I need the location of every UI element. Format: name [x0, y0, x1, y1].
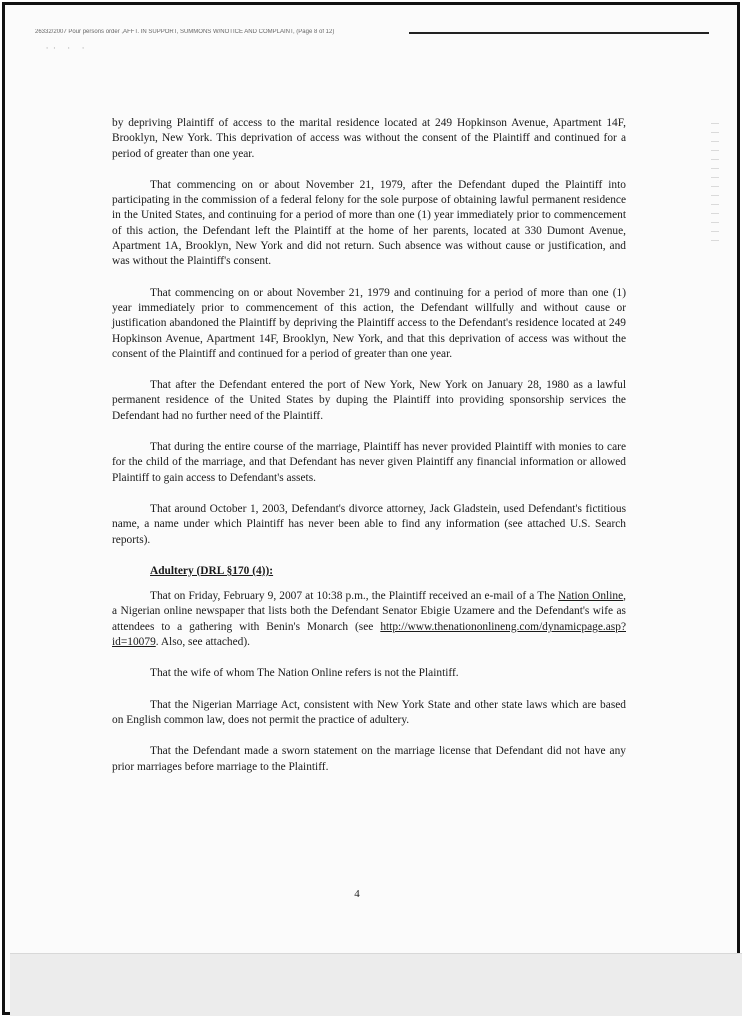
nation-online-url-link[interactable]: http://www.thenationonlineng.com/dynamicpage.asp?id=10079 — [112, 620, 626, 649]
fax-header: 26332/2007 Pour persons order ,AFFT. IN SUPPORT, SUMMONS W/NOTICE AND COMPLAINT, (Page 8 of 12) — [35, 29, 335, 35]
paragraph-port-entry: That after the Defendant entered the port of New York, New York on January 28, 1980 as a lawful permanent residence of the United States by duping the Plaintiff into providing sponsorship services the Defendant had no further need of the Plaintiff. — [112, 379, 626, 422]
paragraph-monies: That during the entire course of the marriage, Plaintiff has never provided Plaintiff with monies to care for the child of the marriage, and that Defendant has never given Plaintiff any financial information or allowed Plaintiff to gain access to Defendant's assets. — [112, 441, 626, 484]
paragraph-abandonment: That commencing on or about November 21, 1979 and continuing for a period of more than one (1) year immediately prior to commencement of this action, the Defendant willfully and without cause or justification abandoned the Plaintiff by depriving the Plaintiff access to the Defendant's residence located at 249 Hopkinson Avenue, Apartment 14F, Brooklyn, New York, and that this deprivation of access was without the consent of the Plaintiff and continued for a period of greater than one year. — [112, 286, 626, 360]
nation-online-link[interactable]: Nation Online — [558, 590, 624, 603]
section-heading-text: Adultery (DRL §170 (4)): — [150, 564, 274, 577]
email-text-part2: , a Nigerian online newspaper that lists both the Defendant Senator Ebigie Uzamere and the Defendant's wife as attendees to a gathering with Benin's Monarch (see — [112, 590, 626, 633]
paragraph-email — [112, 589, 626, 650]
scan-bottom-band — [10, 953, 742, 1016]
page-number: 4 — [354, 888, 360, 900]
scan-specks: ·· · · — [45, 45, 89, 53]
email-text-part3: . Also, see attached). — [155, 636, 251, 649]
paragraph-wife: That the wife of whom The Nation Online refers is not the Plaintiff. — [150, 667, 459, 680]
header-rule — [409, 32, 709, 34]
document-body — [112, 116, 626, 791]
paragraph-marriage-act: That the Nigerian Marriage Act, consistent with New York State and other state laws which are based on English common law, does not permit the practice of adultery. — [112, 698, 626, 726]
section-heading-adultery — [112, 564, 626, 579]
paragraph-sworn-statement: That the Defendant made a sworn statement on the marriage license that Defendant did not have any prior marriages before marriage to the Plaintiff. — [112, 745, 626, 773]
paragraph-attorney: That around October 1, 2003, Defendant's divorce attorney, Jack Gladstein, used Defendant's fictitious name, a name under which Plaintiff has never been able to find any information (see attached U.S. Search reports). — [112, 502, 626, 546]
email-text-part1: That on Friday, February 9, 2007 at 10:38 p.m., the Plaintiff received an e-mail of a The — [150, 590, 559, 603]
scan-edge-marks — [711, 123, 719, 243]
paragraph-duped-felony: That commencing on or about November 21, 1979, after the Defendant duped the Plaintiff into participating in the commission of a federal felony for the sole purpose of obtaining lawful permanent residence in the United States, and continuing for a period of more than one (1) year immediately prior to commencement of this action, the Defendant left the Plaintiff at the home of her parents, located at 330 Dumont Avenue, Apartment 1A, Brooklyn, New York and did not return. Such absence was without cause or justification, and was without the Plaintiff's consent. — [112, 178, 626, 268]
paragraph-continuation: by depriving Plaintiff of access to the marital residence located at 249 Hopkinson Avenue, Apartment 14F, Brooklyn, New York. This deprivation of access was without the consent of the Plaintiff and continued for a period of greater than one year. — [112, 117, 626, 160]
